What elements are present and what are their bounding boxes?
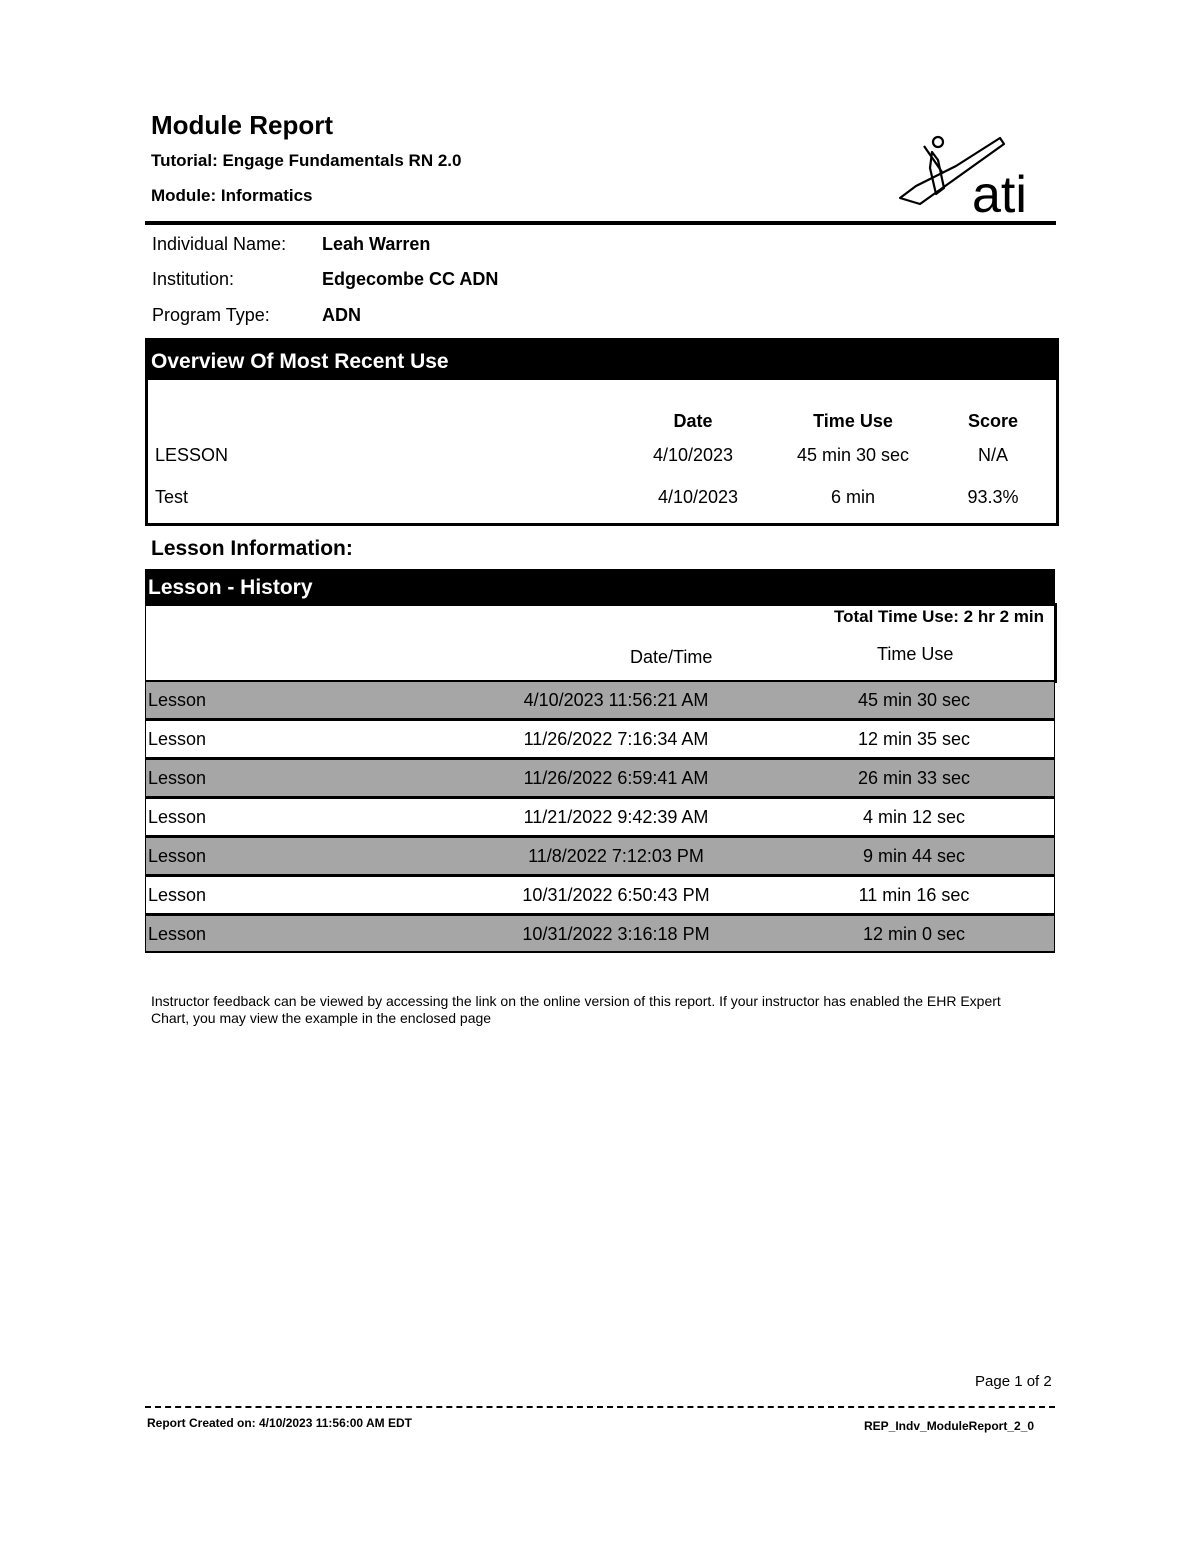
history-table (145, 680, 1055, 953)
program-label: Program Type: (152, 305, 270, 325)
row-datetime: 10/31/2022 6:50:43 PM (522, 885, 710, 905)
name-label: Individual Name: (152, 234, 287, 254)
table-row (145, 758, 1055, 797)
name-value: Leah Warren (322, 234, 431, 254)
institution-value: Edgecombe CC ADN (322, 269, 499, 289)
row-time-use: 26 min 33 sec (857, 768, 971, 788)
overview-col-score: Score (967, 411, 1019, 431)
row-type: Lesson (148, 846, 207, 866)
table-row (145, 797, 1055, 836)
row-time-use: 45 min 30 sec (857, 690, 971, 710)
row-datetime: 11/26/2022 7:16:34 AM (523, 729, 709, 749)
row-type: Lesson (148, 924, 207, 944)
overview-panel (145, 338, 1059, 526)
program-value: ADN (322, 305, 361, 325)
table-row (145, 836, 1055, 875)
overview-col-date: Date (673, 411, 713, 431)
overview-row-date: 4/10/2023 (652, 445, 734, 465)
row-time-use: 4 min 12 sec (862, 807, 966, 827)
history-col-datetime: Date/Time (630, 647, 713, 667)
row-time-use: 12 min 0 sec (862, 924, 966, 944)
institution-label: Institution: (152, 269, 235, 289)
overview-heading: Overview Of Most Recent Use (148, 341, 1056, 380)
overview-row-type: Test (155, 487, 189, 507)
table-row (145, 719, 1055, 758)
history-heading: Lesson - History (145, 569, 1055, 606)
overview-row-time: 6 min (830, 487, 875, 507)
row-datetime: 10/31/2022 3:16:18 PM (522, 924, 710, 944)
row-datetime: 4/10/2023 11:56:21 AM (523, 690, 709, 710)
tutorial-name: Tutorial: Engage Fundamentals RN 2.0 (151, 151, 462, 170)
instructor-feedback-note: Instructor feedback can be viewed by accessing the link on the online version of this report. If your instructor has enabled the EHR Expert Chart, you may view the example in the enclosed page (151, 993, 1001, 1026)
overview-row-type: LESSON (155, 445, 229, 465)
overview-row-score: 93.3% (967, 487, 1019, 507)
table-row (145, 875, 1055, 914)
overview-col-time: Time Use (813, 411, 893, 431)
row-datetime: 11/26/2022 6:59:41 AM (523, 768, 709, 788)
page-number: Page 1 of 2 (975, 1373, 1052, 1390)
history-col-time: Time Use (877, 644, 954, 664)
overview-row-date: 4/10/2023 (657, 487, 739, 507)
row-datetime: 11/21/2022 9:42:39 AM (523, 807, 709, 827)
history-header-box (145, 603, 1057, 683)
table-row (145, 914, 1055, 953)
row-type: Lesson (148, 807, 207, 827)
row-type: Lesson (148, 768, 207, 788)
report-code: REP_Indv_ModuleReport_2_0 (864, 1419, 1035, 1433)
total-time-use: Total Time Use: 2 hr 2 min (833, 607, 1044, 626)
overview-row-time: 45 min 30 sec (796, 445, 910, 465)
row-time-use: 9 min 44 sec (862, 846, 966, 866)
table-row (145, 680, 1055, 719)
logo-text: ati (972, 166, 1027, 218)
row-type: Lesson (148, 885, 207, 905)
row-type: Lesson (148, 729, 207, 749)
header-divider (145, 221, 1056, 225)
row-type: Lesson (148, 690, 207, 710)
overview-row-score: N/A (977, 445, 1008, 465)
report-created: Report Created on: 4/10/2023 11:56:00 AM EDT (147, 1416, 412, 1430)
row-time-use: 11 min 16 sec (858, 885, 970, 905)
page-title: Module Report (151, 110, 333, 140)
row-datetime: 11/8/2022 7:12:03 PM (528, 846, 704, 866)
row-time-use: 12 min 35 sec (857, 729, 971, 749)
lesson-info-heading: Lesson Information: (151, 537, 353, 560)
ati-logo (896, 132, 1056, 218)
footer-divider (145, 1406, 1055, 1408)
module-name: Module: Informatics (151, 186, 313, 205)
